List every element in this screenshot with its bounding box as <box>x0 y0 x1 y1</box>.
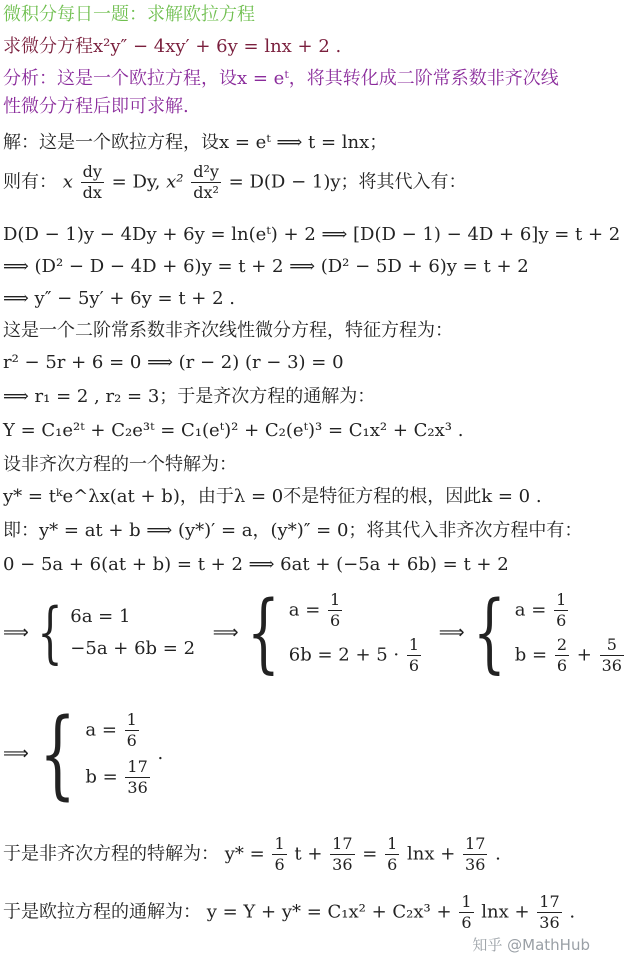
system-1 <box>70 608 195 658</box>
plus-sign: + <box>576 644 592 666</box>
fraction-numerator: 1 <box>461 892 472 911</box>
solution-step-9: Y = C₁e²ᵗ + C₂e³ᵗ = C₁(eᵗ)² + C₂(eᵗ)³ = C₁x² + C₂x³ . <box>3 420 464 441</box>
fraction-17-36 <box>463 836 487 873</box>
left-brace: { <box>473 583 507 683</box>
system-2-eq-2 <box>289 637 423 674</box>
solution-step-10: 设非齐次方程的一个特解为： <box>3 454 237 475</box>
fraction-1-6 <box>407 637 421 674</box>
implies-arrow: ⟹ <box>3 743 29 764</box>
period: . <box>157 743 164 764</box>
fraction-numerator: 1 <box>387 834 398 853</box>
system-3-eq-2 <box>515 637 626 674</box>
fraction-1-6 <box>385 836 399 873</box>
system-4-b-label: b = <box>85 766 118 788</box>
system-2-b-label: 6b = 2 + 5 · <box>288 644 400 666</box>
system-4-a-label: a = <box>85 719 117 741</box>
fraction-numerator: 17 <box>465 834 486 853</box>
fraction-numerator: 1 <box>408 635 420 654</box>
solution-step-11: y* = tᵏe^λx(at + b)，由于λ = 0不是特征方程的根，因此k = 0 . <box>3 486 542 507</box>
system-3-a-label: a = <box>514 599 547 621</box>
particular-expr-b: t + <box>294 843 323 865</box>
system-2-a-label: a = <box>288 599 321 621</box>
fraction-numerator: dy <box>82 162 102 181</box>
fraction-denominator: 6 <box>330 611 341 630</box>
step2-suffix: = D(D − 1)y；将其代入有： <box>228 171 467 193</box>
fraction-denominator: 36 <box>332 855 353 874</box>
general-expr-b: lnx + <box>481 901 530 923</box>
system-1-eq-1: 6a = 1 <box>70 606 131 627</box>
fraction-denominator: 36 <box>127 778 148 797</box>
fraction-denominator: 6 <box>387 855 398 874</box>
fraction-dy-dx <box>81 164 104 201</box>
problem-statement: 求微分方程x²y″ − 4xy′ + 6y = lnx + 2 . <box>3 36 342 57</box>
solution-step-8: ⟹ r₁ = 2 , r₂ = 3；于是齐次方程的通解为： <box>3 386 376 407</box>
fraction-5-36 <box>600 637 624 674</box>
solution-step-3: D(D − 1)y − 4Dy + 6y = ln(eᵗ) + 2 ⟹ [D(D − 1) − 4D + 6]y = t + 2 <box>3 224 621 245</box>
fraction-denominator: 6 <box>408 656 420 675</box>
fraction-1-6 <box>554 592 568 629</box>
particular-solution <box>3 836 501 873</box>
system-3-b-label: b = <box>514 644 548 666</box>
step2-x: x <box>62 171 73 193</box>
fraction-denominator: 36 <box>465 855 486 874</box>
implies-arrow: ⟹ <box>212 622 239 643</box>
fraction-numerator: 17 <box>332 834 353 853</box>
fraction-2-6 <box>555 637 569 674</box>
system-4-eq-1 <box>85 712 151 749</box>
step2-prefix: 则有： <box>3 171 57 193</box>
analysis-line-1: 分析：这是一个欧拉方程，设x = eᵗ，将其转化成二阶常系数非齐次线 <box>3 68 559 89</box>
left-brace: { <box>36 594 63 671</box>
fraction-numerator: 2 <box>556 635 568 654</box>
step2-mid: = Dy, <box>111 171 161 193</box>
system-4 <box>85 712 151 796</box>
fraction-17-36 <box>330 836 354 873</box>
systems-row <box>3 583 626 692</box>
fraction-numerator: 1 <box>556 590 567 609</box>
solution-step-4: ⟹ (D² − D − 4D + 6)y = t + 2 ⟹ (D² − 5D + 6)y = t + 2 <box>3 256 529 277</box>
fraction-17-36 <box>537 894 561 931</box>
fraction-denominator: 36 <box>539 913 560 932</box>
particular-expr-c: = <box>362 843 378 865</box>
period: . <box>495 843 501 865</box>
fraction-numerator: 1 <box>126 710 137 729</box>
fraction-denominator: dx² <box>193 183 219 202</box>
solution-step-1: 解：这是一个欧拉方程，设x = eᵗ ⟹ t = lnx； <box>3 132 388 153</box>
watermark: 知乎 @MathHub <box>472 936 590 954</box>
left-brace: { <box>38 698 76 810</box>
fraction-numerator: 5 <box>600 637 624 656</box>
general-prefix: 于是欧拉方程的通解为： <box>3 901 201 923</box>
final-system-row <box>3 698 164 822</box>
step2-x2: x² <box>166 171 184 193</box>
fraction-denominator: 6 <box>556 656 568 675</box>
general-solution <box>3 894 575 931</box>
left-brace: { <box>247 583 281 683</box>
particular-expr-a: y* = <box>224 843 265 865</box>
fraction-1-6 <box>272 836 286 873</box>
fraction-1-6 <box>125 712 139 749</box>
fraction-numerator: 17 <box>539 892 560 911</box>
analysis-line-2: 性微分方程后即可求解. <box>3 96 189 117</box>
system-3-eq-1 <box>515 592 626 629</box>
implies-arrow: ⟹ <box>438 622 465 643</box>
fraction-numerator: 1 <box>274 834 285 853</box>
fraction-denominator: 6 <box>274 855 285 874</box>
fraction-numerator: 17 <box>127 757 148 776</box>
fraction-17-36 <box>125 759 149 796</box>
system-4-eq-2 <box>85 759 151 796</box>
fraction-denominator: 6 <box>556 611 567 630</box>
fraction-1-6 <box>459 894 473 931</box>
system-1-eq-2: −5a + 6b = 2 <box>70 638 196 659</box>
solution-step-7: r² − 5r + 6 = 0 ⟹ (r − 2) (r − 3) = 0 <box>3 352 344 373</box>
general-expr-a: y = Y + y* = C₁x² + C₂x³ + <box>206 901 452 923</box>
solution-step-6: 这是一个二阶常系数非齐次线性微分方程，特征方程为： <box>3 320 453 341</box>
fraction-1-6 <box>328 592 342 629</box>
particular-expr-d: lnx + <box>407 843 456 865</box>
system-3 <box>515 592 626 674</box>
solution-step-5: ⟹ y″ − 5y′ + 6y = t + 2 . <box>3 288 235 309</box>
solution-step-12: 即：y* = at + b ⟹ (y*)′ = a，(y*)″ = 0；将其代入非齐次方程中有： <box>3 520 583 541</box>
solution-step-13: 0 − 5a + 6(at + b) = t + 2 ⟹ 6at + (−5a + 6b) = t + 2 <box>3 554 509 575</box>
fraction-numerator: d²y <box>193 162 219 181</box>
fraction-denominator: dx <box>82 183 102 202</box>
system-2 <box>289 592 423 674</box>
page-title: 微积分每日一题：求解欧拉方程 <box>3 4 255 25</box>
fraction-denominator: 36 <box>601 656 622 675</box>
fraction-denominator: 6 <box>461 913 472 932</box>
solution-step-2 <box>3 164 467 201</box>
particular-prefix: 于是非齐次方程的特解为： <box>3 843 219 865</box>
fraction-denominator: 6 <box>126 731 137 750</box>
fraction-numerator: 1 <box>330 590 341 609</box>
implies-arrow: ⟹ <box>3 622 29 643</box>
system-2-eq-1 <box>289 592 423 629</box>
period: . <box>569 901 576 923</box>
fraction-d2y-dx2 <box>191 164 221 201</box>
